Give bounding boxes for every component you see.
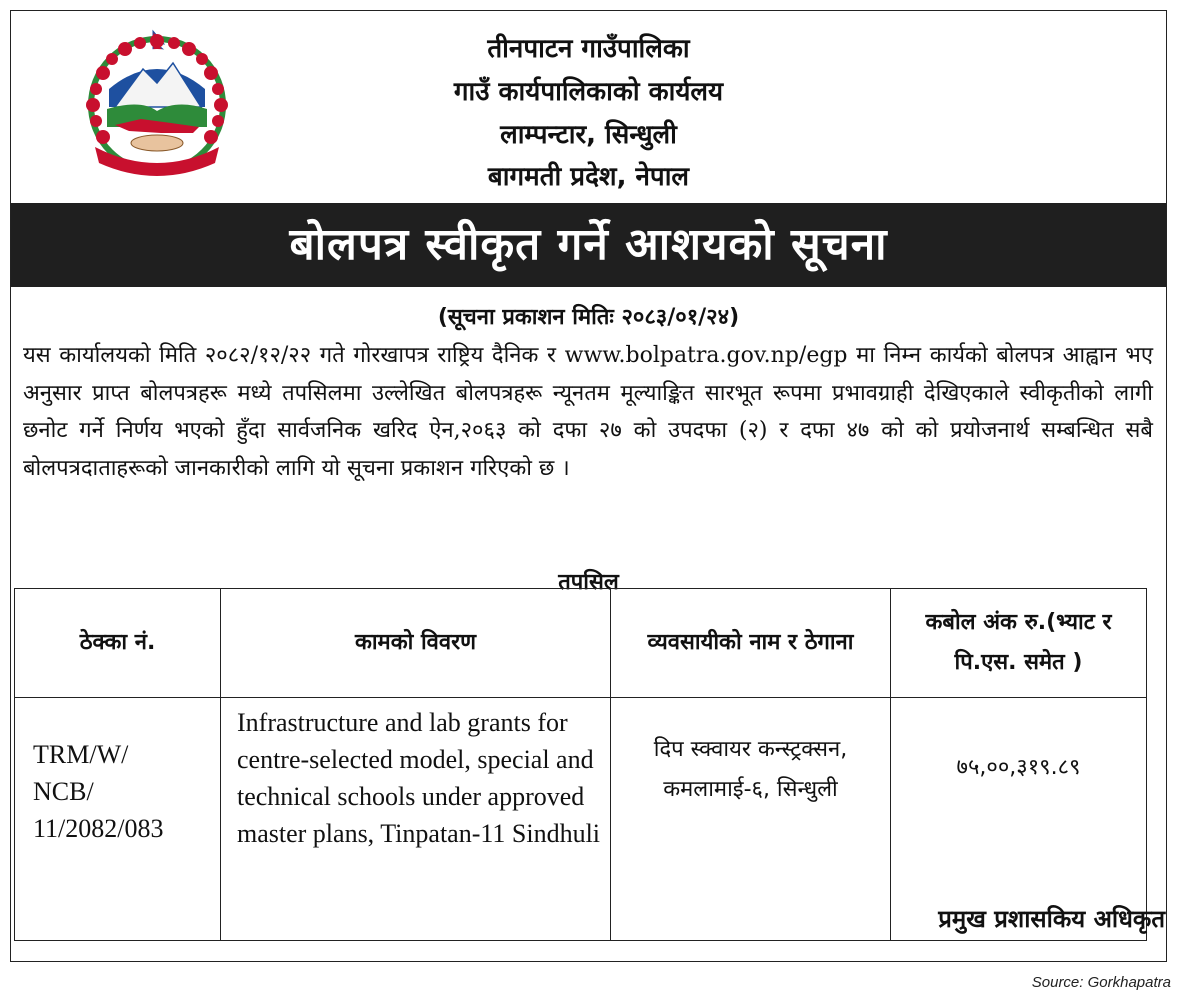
header-work-description: कामको विवरण [221, 589, 611, 698]
source-credit: Source: Gorkhapatra [1031, 974, 1171, 991]
table-header-row [15, 589, 1147, 698]
notice-header [11, 11, 1166, 201]
publication-date: (सूचना प्रकाशन मितिः २०८३/०१/२४) [437, 305, 740, 330]
office-address: लाम्पन्टार, सिन्धुली [500, 120, 677, 150]
contractor-name-address [611, 698, 891, 941]
header-contract-no: ठेक्का नं. [15, 589, 221, 698]
header-bid-amount: कबोल अंक रु.(भ्याट र पि.एस. समेत ) [891, 589, 1147, 698]
schedule-title: तपसिल [558, 570, 619, 595]
municipality-name: तीनपाटन गाउँपालिका [487, 34, 690, 64]
bid-amount: ७५,००,३१९.८९ [891, 698, 1147, 941]
province-country: बागमती प्रदेश, नेपाल [487, 162, 690, 192]
notice-title: बोलपत्र स्वीकृत गर्ने आशयको सूचना [11, 203, 1166, 287]
notice-body: यस कार्यालयको मिति २०८२/१२/२२ गते गोरखापत्र राष्ट्रिय दैनिक र www.bolpatra.gov.np/egp मा निम्न कार्यको बोलपत्र आह्वान भए अनुसार प्राप्त बोलपत्रहरू मध्ये तपसिलमा उल्लेखित बोलपत्रहरू न्यूनतम मूल्याङ्कित सारभूत रूपमा प्रभावग्राही देखिएकाले स्वीकृतीको लागी छनोट गर्ने निर्णय भएको हुँदा सार्वजनिक खरिद ऐन,२०६३ को दफा २७ को उपदफा (२) र दफा ४७ को को प्रयोजनार्थ सम्बन्धित सबै बोलपत्रदाताहरूको जानकारीको लागि यो सूचना प्रकाशन गरिएको छ । [23, 343, 1153, 481]
contract-number-text: TRM/W/ NCB/ 11/2082/083 [33, 740, 164, 843]
work-description: Infrastructure and lab grants for centre-selected model, special and technical schools under approved master plans, Tinpatan-11 Sindhuli [221, 698, 611, 941]
contract-number [15, 698, 221, 941]
header-contractor: व्यवसायीको नाम र ठेगाना [611, 589, 891, 698]
contractor-text: दिप स्क्वायर कन्स्ट्रक्सन, कमलामाई-६, सिन्धुली [653, 737, 848, 802]
signatory-title: प्रमुख प्रशासकिय अधिकृत [938, 905, 1165, 933]
office-name: गाउँ कार्यपालिकाको कार्यलय [453, 77, 724, 107]
bid-table [14, 588, 1147, 941]
